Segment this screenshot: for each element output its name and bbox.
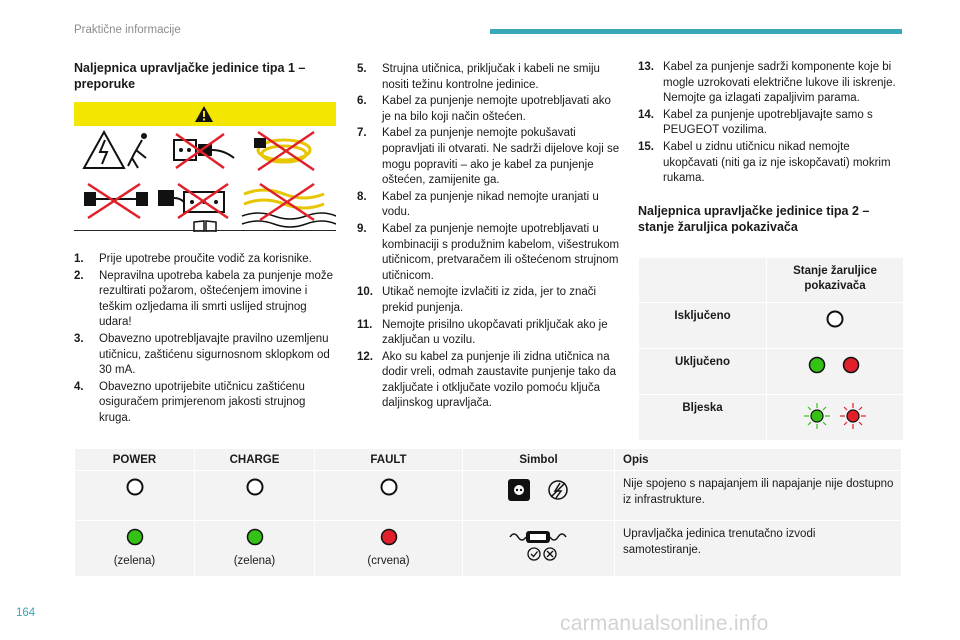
no-extension-cable-icon — [84, 184, 148, 218]
indicator-state-table — [638, 257, 904, 441]
green-red-circles-icon — [807, 355, 863, 375]
no-plug-immersion-icon — [242, 184, 336, 227]
no-coiled-cable-icon — [254, 132, 314, 170]
label1-pictograms — [74, 128, 336, 232]
row-description: Nije spojeno s napajanjem ili napajanje nije dostupno iz infrastrukture. — [615, 471, 902, 521]
no-socket-adapter-icon — [174, 134, 234, 168]
charge-color-label: (zelena) — [233, 555, 276, 567]
indicator-state-header: Stanje žaruljice pokazivača — [767, 257, 904, 302]
green-circle-icon — [245, 527, 265, 547]
empty-circle-icon — [125, 477, 145, 497]
label2-heading: Naljepnica upravljačke jedinice tipa 2 – stanje žaruljica pokazivača — [638, 203, 870, 234]
state-label-flashing: Bljeska — [639, 394, 767, 440]
list-item: 11. Nemojte prisilno ukopčavati priključak ako je zaključan u vozilu. — [357, 318, 608, 347]
warning-band — [74, 102, 336, 126]
notes-list-2 — [357, 62, 622, 412]
list-item: 7. Kabel za punjenje nemojte pokušavati popravljati ili otvarati. Ne sadrži dijelove koji se mogu popraviti – ako je kabel za punjenje oštećen, zamijenite ga. — [357, 127, 620, 187]
list-item: 13. Kabel za punjenje sadrži komponente koje bi mogle uzrokovati električne lukove ili iskrenje. Nemojte ga izlagati zapaljivim parama. — [638, 61, 896, 105]
electric-shock-icon — [84, 132, 147, 168]
socket-no-power-icon — [504, 477, 574, 503]
fault-color-label: (crvena) — [367, 555, 410, 567]
list-item: 10. Utikač nemojte izvlačiti iz zida, jer to znači prekid punjenja. — [357, 286, 597, 314]
header-description: Opis — [615, 449, 902, 471]
list-item: 6. Kabel za punjenje nemojte upotrebljavati ako je na bilo koji način oštećen. — [357, 95, 611, 123]
column-1 — [74, 60, 336, 428]
column-3 — [638, 60, 904, 441]
list-item: 1. Prije upotrebe proučite vodič za korisnike. — [74, 253, 312, 265]
notes-list-1 — [74, 252, 336, 427]
list-item: 2. Nepravilna upotreba kabela za punjenje može rezultirati požarom, oštećenjem imovine i teškim ozljedama ili smrti uslijed strujnog udara! — [74, 269, 333, 329]
list-item: 15. Kabel u zidnu utičnicu nikad nemojte ukopčavati (niti ga iz nje iskopčavati) mokrim rukama. — [638, 140, 891, 185]
empty-header-cell — [639, 257, 767, 302]
list-item: 5. Strujna utičnica, priključak i kabeli ne smiju nositi težinu kontrolne jedinice. — [357, 63, 600, 91]
no-multi-socket-icon — [158, 184, 228, 218]
label1-heading: Naljepnica upravljačke jedinice tipa 1 – preporuke — [74, 61, 306, 91]
header-accent-bar — [490, 29, 902, 34]
list-item: 3. Obavezno upotrebljavajte pravilno uzemljenu utičnicu, zaštićenu sigurnosnom sklopkom od 30 mA. — [74, 332, 330, 377]
green-red-flashing-icon — [799, 401, 871, 431]
warning-triangle-icon — [194, 105, 214, 123]
label1-illustration — [74, 102, 336, 242]
header-power: POWER — [75, 449, 195, 471]
header-symbol: Simbol — [463, 449, 615, 471]
list-item: 8. Kabel za punjenje nikad nemojte uranjati u vodu. — [357, 190, 599, 219]
table-row — [75, 521, 902, 577]
power-color-label: (zelena) — [113, 555, 156, 567]
page-number: 164 — [16, 607, 36, 619]
running-head: Praktične informacije — [74, 24, 181, 36]
list-item: 14. Kabel za punjenje upotrebljavajte samo s PEUGEOT vozilima. — [638, 108, 873, 137]
header-fault: FAULT — [315, 449, 463, 471]
empty-circle-icon — [245, 477, 265, 497]
row-description: Upravljačka jedinica trenutačno izvodi samotestiranje. — [615, 521, 902, 577]
label1-rule — [74, 230, 336, 231]
list-item: 12. Ako su kabel za punjenje ili zidna utičnica na dodir vreli, odmah zaustavite punjenje tako da zaključate i otključate vozilo pomoću ključa daljinskog upravljača. — [357, 350, 616, 410]
self-test-icon — [504, 527, 574, 563]
list-item: 9. Kabel za punjenje nemojte upotrebljavati u kombinaciji s produžnim kabelom, višestrukom utičnicom, pretvaračem ili oštećenom strujnom utičnicom. — [357, 222, 620, 282]
header-charge: CHARGE — [195, 449, 315, 471]
empty-circle-icon — [379, 477, 399, 497]
empty-circle-icon — [825, 309, 845, 329]
state-label-off: Isključeno — [639, 302, 767, 348]
status-lights-table — [74, 448, 902, 577]
list-item: 4. Obavezno upotrijebite utičnicu zaštićenu osiguračem primjerenom jakosti strujnog kruga. — [74, 380, 306, 424]
watermark: carmanualsonline.info — [560, 612, 769, 635]
column-2 — [357, 60, 622, 413]
green-circle-icon — [125, 527, 145, 547]
notes-list-3 — [638, 60, 904, 187]
red-circle-icon — [379, 527, 399, 547]
table-row — [75, 471, 902, 521]
state-label-on: Uključeno — [639, 348, 767, 394]
